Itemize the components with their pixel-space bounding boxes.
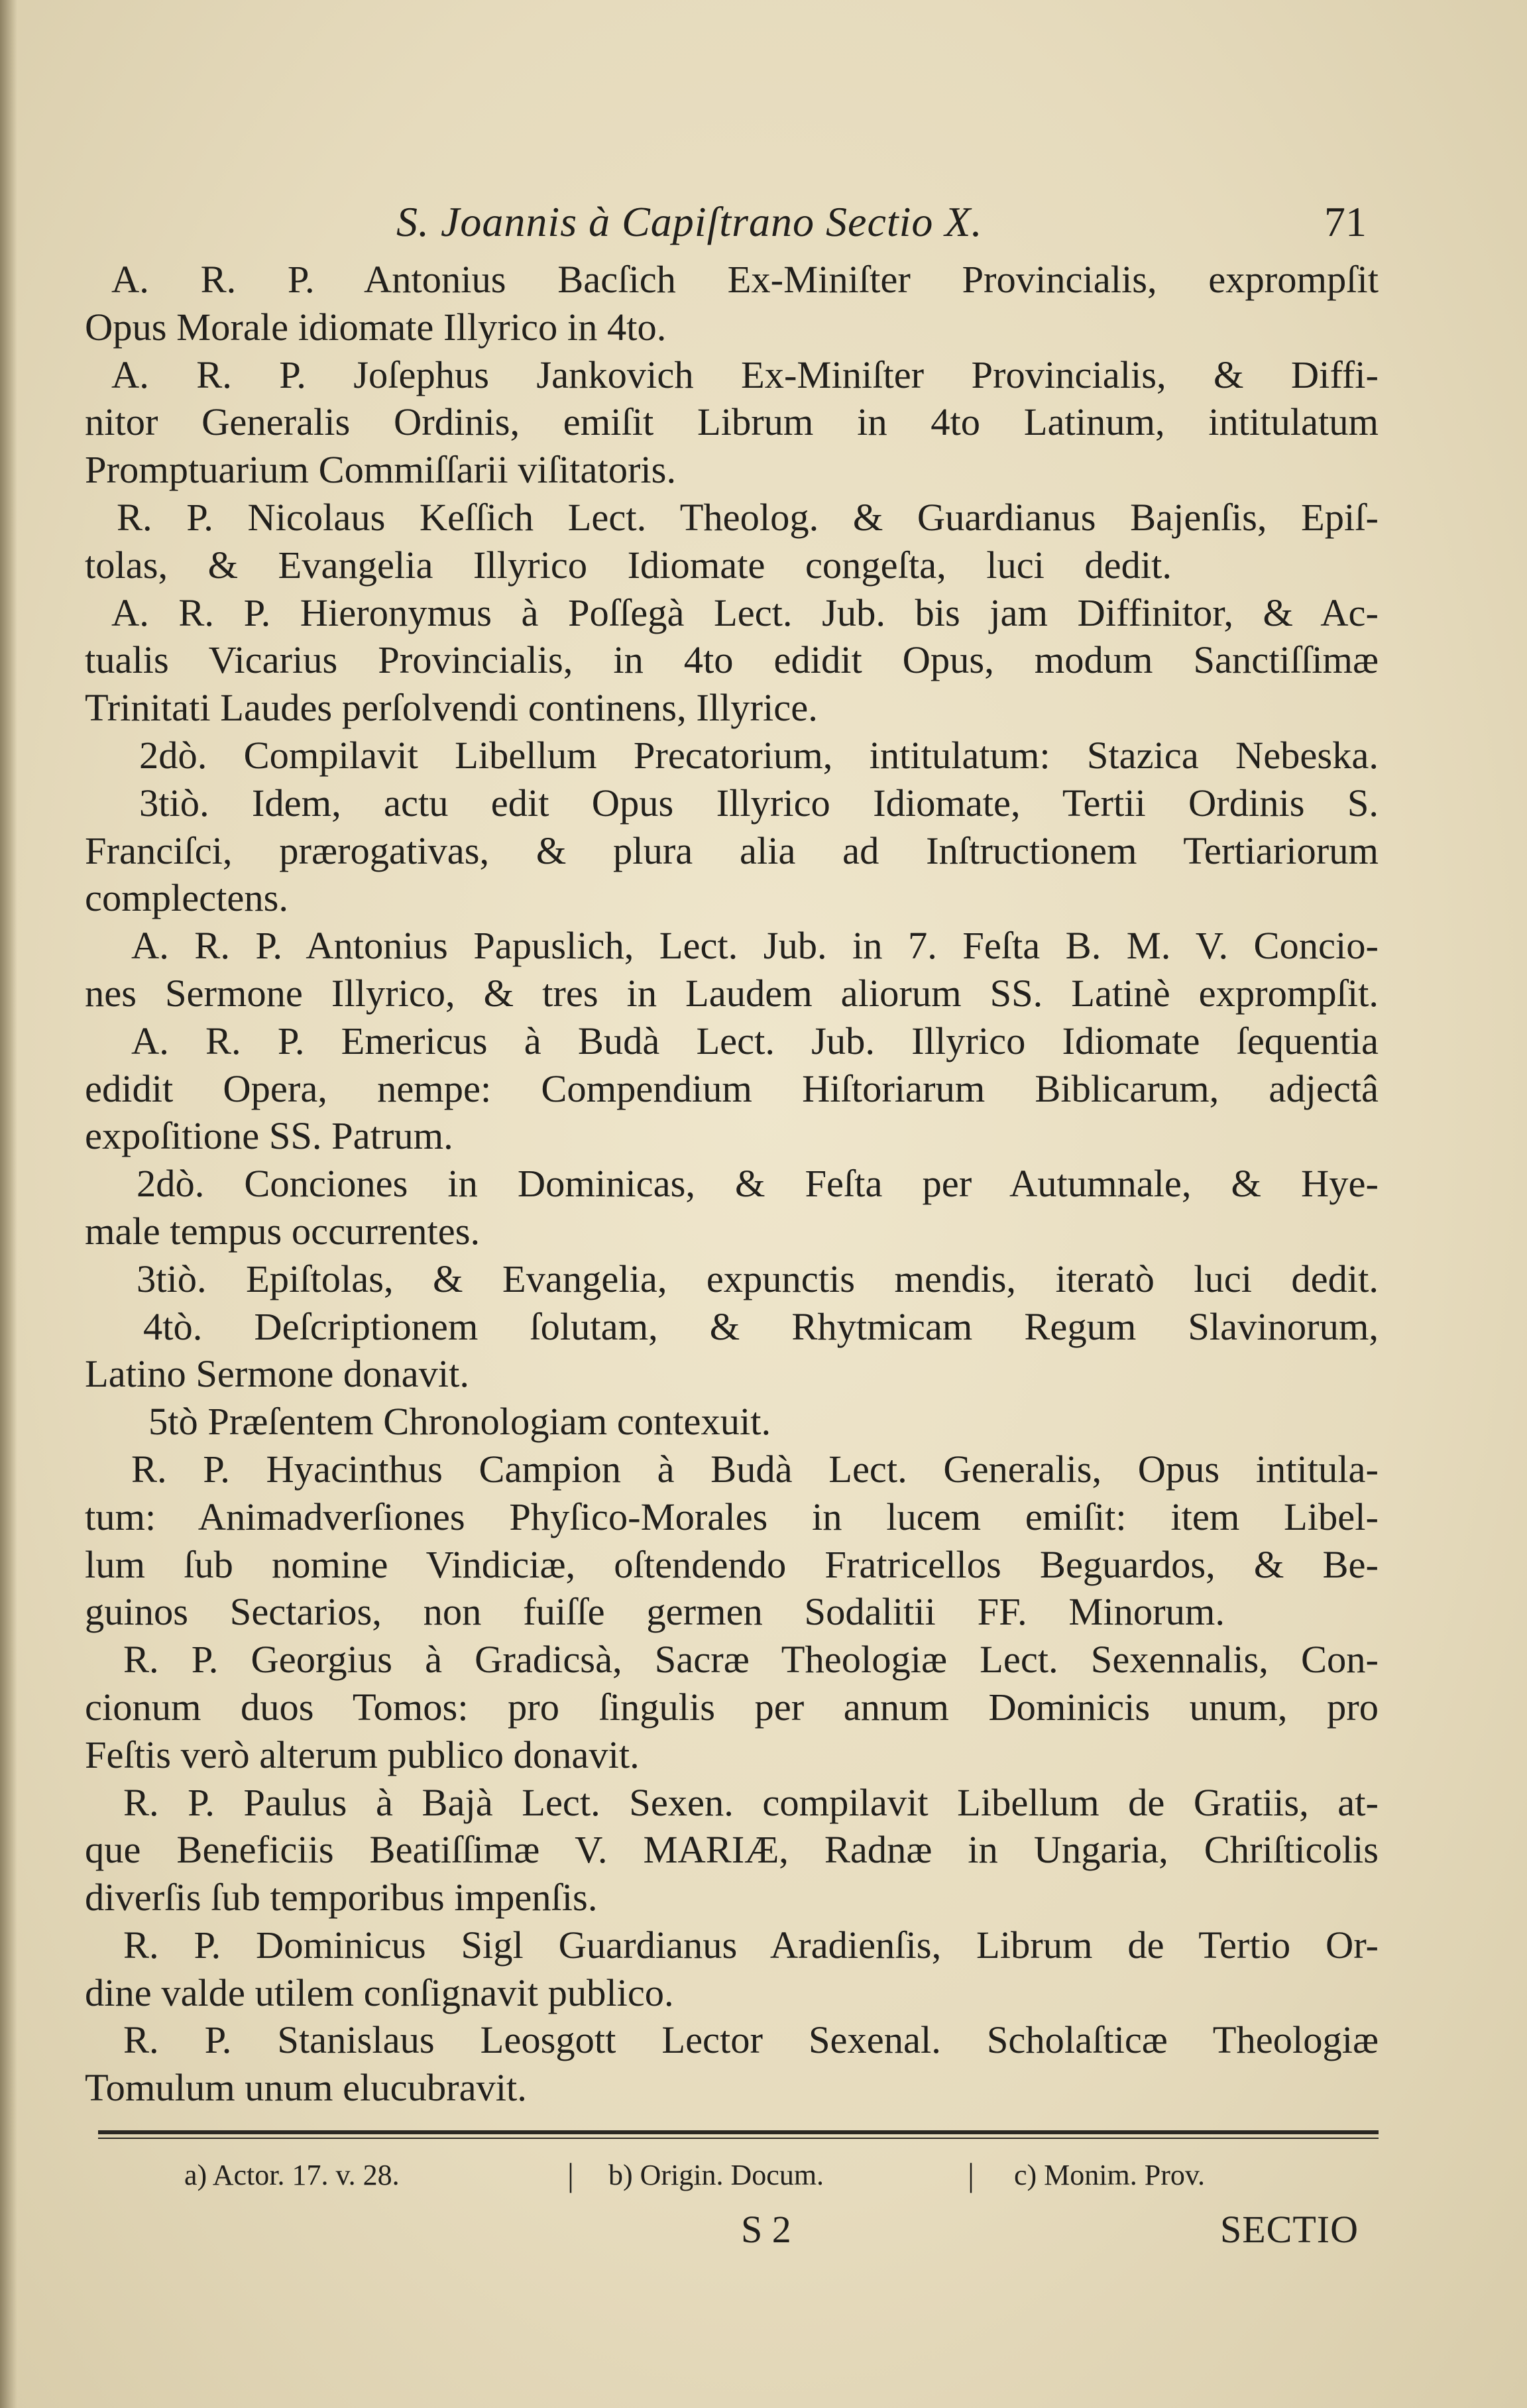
text-line: Latino Sermone donavit.	[85, 1352, 470, 1396]
signature-mark: S 2	[741, 2208, 791, 2252]
text-line: lum ſub nomine Vindiciæ, oſtendendo Fratricellos Beguardos, & Be-	[85, 1542, 1379, 1586]
text-line: 3tiò. Idem, actu edit Opus Illyrico Idiomate, Tertii Ordinis S.	[139, 781, 1379, 825]
text-line: cionum duos Tomos: pro ſingulis per annum Dominicis unum, pro	[85, 1685, 1379, 1729]
text-line: 2dò. Conciones in Dominicas, & Feſta per Autumnale, & Hye-	[137, 1162, 1379, 1206]
text-line: 4tò. Deſcriptionem ſolutam, & Rhytmicam Regum Slavinorum,	[143, 1304, 1379, 1348]
text-line: R. P. Dominicus Sigl Guardianus Aradienſis, Librum de Tertio Or-	[123, 1923, 1379, 1967]
footnote-separator: |	[567, 2156, 575, 2194]
text-line: expoſitione SS. Patrum.	[85, 1114, 453, 1158]
text-line: edidit Opera, nempe: Compendium Hiſtoriarum Biblicarum, adjectâ	[85, 1066, 1379, 1110]
running-head	[85, 192, 1379, 256]
text-line: A. R. P. Antonius Bacſich Ex-Miniſter Provincialis, exprompſit	[111, 258, 1379, 301]
text-line: tolas, & Evangelia Illyrico Idiomate congeſta, luci dedit.	[85, 543, 1172, 587]
text-line: R. P. Nicolaus Keſſich Lect. Theolog. & Guardianus Bajenſis, Epiſ-	[117, 495, 1379, 539]
text-line: diverſis ſub temporibus impenſis.	[85, 1876, 598, 1920]
text-line: R. P. Paulus à Bajà Lect. Sexen. compilavit Libellum de Gratiis, at-	[123, 1780, 1379, 1824]
text-line: Promptuarium Commiſſarii viſitatoris.	[85, 448, 677, 492]
text-line: Franciſci, prærogativas, & plura alia ad Inſtructionem Tertiariorum	[85, 829, 1379, 872]
page-number: 71	[1324, 198, 1367, 245]
body-text	[85, 256, 1379, 2112]
text-line: dine valde utilem conſignavit publico.	[85, 1971, 674, 2014]
text-line: A. R. P. Joſephus Jankovich Ex-Miniſter Provincialis, & Diffi-	[111, 353, 1379, 396]
text-line: Tomulum unum elucubravit.	[85, 2066, 527, 2110]
text-line: A. R. P. Emericus à Budà Lect. Jub. Illyrico Idiomate ſequentia	[131, 1019, 1379, 1062]
text-line: R. P. Stanislaus Leosgott Lector Sexenal. Scholaſticæ Theologiæ	[123, 2018, 1379, 2062]
footnote-a: a) Actor. 17. v. 28.	[184, 2159, 400, 2192]
text-line: A. R. P. Antonius Papuslich, Lect. Jub. in 7. Feſta B. M. V. Concio-	[131, 924, 1379, 968]
page-footer	[85, 2198, 1379, 2258]
text-line: 3tiò. Epiſtolas, & Evangelia, expunctis mendis, iteratò luci dedit.	[137, 1257, 1379, 1300]
text-line: Trinitati Laudes perſolvendi continens, Illyrice.	[85, 686, 818, 730]
text-line: nes Sermone Illyrico, & tres in Laudem aliorum SS. Latinè exprompſit.	[85, 971, 1379, 1015]
text-line: 2dò. Compilavit Libellum Precatorium, intitulatum: Stazica Nebeska.	[139, 733, 1379, 777]
text-line: tualis Vicarius Provincialis, in 4to edidit Opus, modum Sanctiſſimæ	[85, 638, 1379, 682]
text-line: tum: Animadverſiones Phyſico-Morales in lucem emiſit: item Libel-	[85, 1495, 1379, 1538]
footnote-rule	[85, 2112, 1379, 2154]
footnote-separator: |	[968, 2156, 975, 2194]
text-line: R. P. Georgius à Gradicsà, Sacræ Theologiæ Lect. Sexennalis, Con-	[123, 1638, 1379, 1682]
catchword: SECTIO	[1220, 2208, 1359, 2252]
text-line: complectens.	[85, 876, 289, 920]
running-head-title: S. Joannis à Capiſtrano Sectio X.	[396, 198, 983, 245]
text-line: 5tò Præſentem Chronologiam contexuit.	[148, 1400, 771, 1444]
text-block	[85, 192, 1379, 2258]
footnotes	[85, 2154, 1379, 2198]
rule-thin	[98, 2138, 1379, 2139]
page-gutter-shadow	[0, 0, 17, 2408]
text-line: Opus Morale idiomate Illyrico in 4to.	[85, 305, 667, 349]
text-line: Feſtis verò alterum publico donavit.	[85, 1733, 640, 1776]
footnote-b: b) Origin. Docum.	[608, 2159, 824, 2192]
text-line: A. R. P. Hieronymus à Poſſegà Lect. Jub. bis jam Diffinitor, & Ac-	[111, 591, 1379, 634]
text-line: que Beneficiis Beatiſſimæ V. MARIÆ, Radnæ in Ungaria, Chriſticolis	[85, 1828, 1379, 1872]
text-line: nitor Generalis Ordinis, emiſit Librum in 4to Latinum, intitulatum	[85, 400, 1379, 444]
text-line: guinos Sectarios, non fuiſſe germen Sodalitii FF. Minorum.	[85, 1590, 1225, 1634]
footnote-c: c) Monim. Prov.	[1014, 2159, 1206, 2192]
text-line: male tempus occurrentes.	[85, 1209, 481, 1253]
text-line: R. P. Hyacinthus Campion à Budà Lect. Generalis, Opus intitula-	[131, 1447, 1379, 1491]
rule-thick	[98, 2130, 1379, 2134]
